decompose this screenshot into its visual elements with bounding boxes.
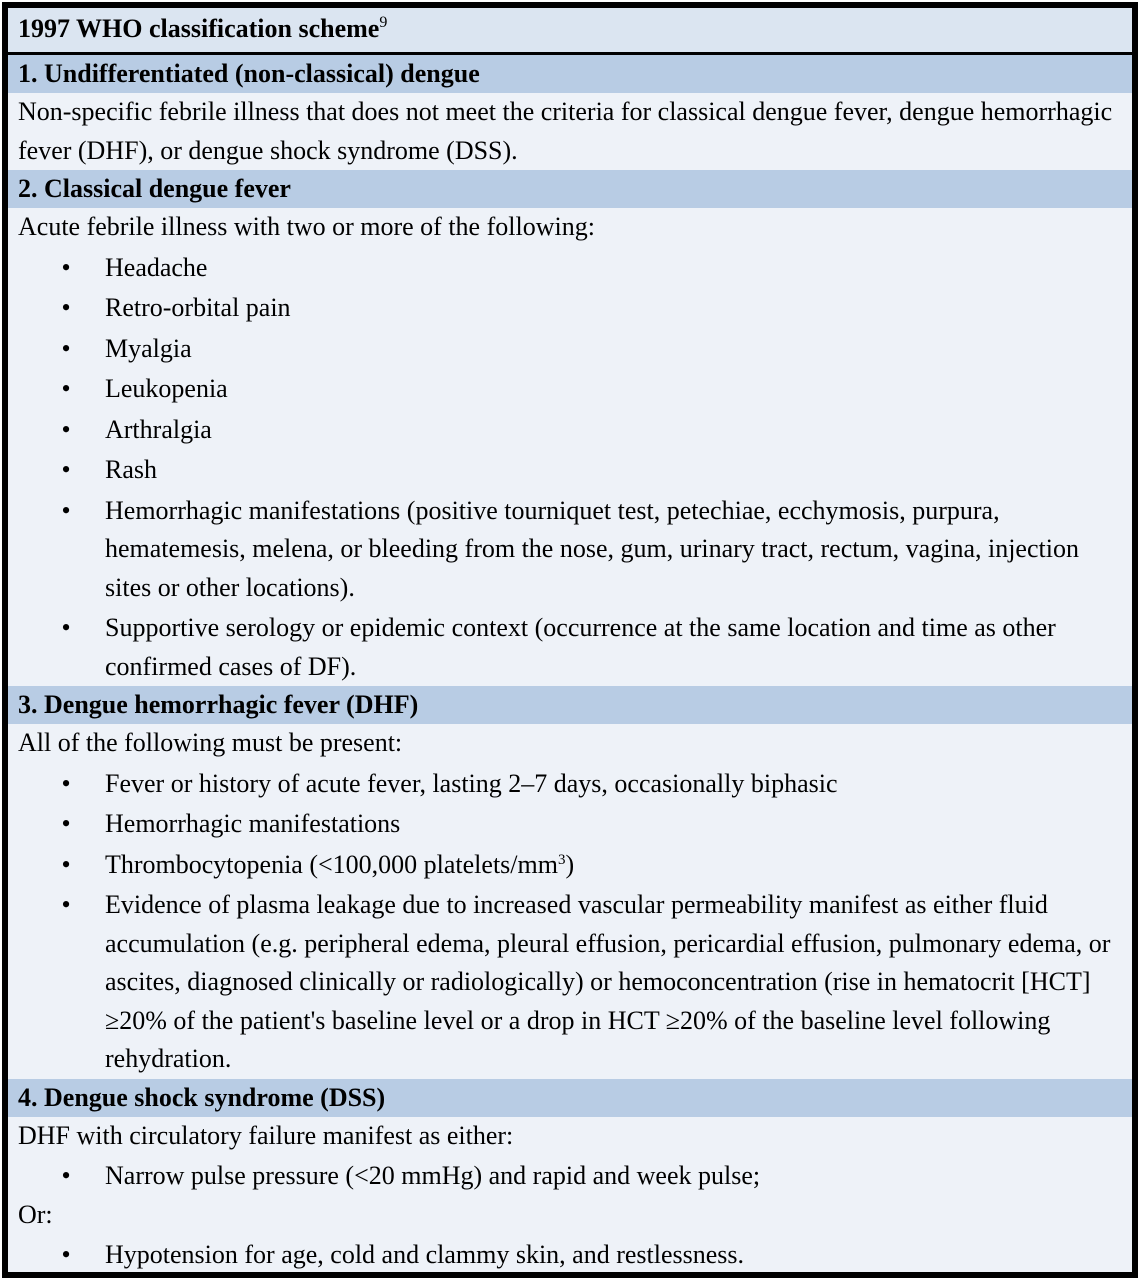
list-item-text: Evidence of plasma leakage due to increased vascular permeability manifest as either fluid accumulation (e.g. peripheral edema, pleural effusion, pericardial effusion, pulmonary edema, or ascites, diagnosed clinically or radiologically) or hemoconcentration (rise in hematocrit [HCT] ≥20% of the patient's baseline level or a drop in HCT ≥20% of the baseline level following rehydration. [105, 890, 1111, 1073]
bullet-icon: • [61, 809, 71, 838]
list-item [8, 765, 1132, 804]
table-title-text: 1997 WHO classification scheme [18, 14, 380, 43]
bullet-icon: • [61, 414, 71, 444]
bullet-icon: • [61, 1240, 71, 1269]
bullet-icon: • [61, 768, 71, 798]
list-item [8, 492, 1132, 608]
bullet-icon: • [61, 333, 71, 363]
bullet-icon: • [61, 613, 71, 642]
list-item-text: Rash [105, 455, 157, 484]
bullet-icon: • [61, 293, 71, 322]
list-item [8, 249, 1132, 288]
section-3-intro: All of the following must be present: [18, 728, 403, 757]
list-item-text: Retro-orbital pain [105, 293, 291, 322]
list-item-text: Hemorrhagic manifestations [105, 809, 401, 838]
section-2-heading: 2. Classical dengue fever [8, 170, 1132, 208]
table-title [8, 8, 1132, 55]
bullet-icon: • [61, 374, 71, 403]
section-3-list [8, 765, 1132, 1079]
bullet-icon: • [61, 495, 71, 525]
list-item [8, 1236, 1132, 1275]
section-4-list-b [8, 1236, 1132, 1275]
list-item [8, 886, 1132, 1079]
section-4-or: Or: [18, 1199, 53, 1229]
list-item [8, 805, 1132, 844]
section-2-intro: Acute febrile illness with two or more of the following: [18, 212, 595, 241]
list-item [8, 1157, 1132, 1196]
list-item-text: Thrombocytopenia (<100,000 platelets/mm [105, 849, 558, 879]
section-4-intro: DHF with circulatory failure manifest as either: [18, 1120, 514, 1150]
list-item-text: Supportive serology or epidemic context (occurrence at the same location and time as other confirmed cases of DF). [105, 613, 1056, 681]
list-item-text: Leukopenia [105, 374, 228, 403]
list-item-text: Headache [105, 252, 208, 282]
section-2-list [8, 249, 1132, 687]
bullet-icon: • [61, 1161, 71, 1190]
section-1-heading: 1. Undifferentiated (non-classical) dengue [8, 55, 1132, 93]
bullet-icon: • [61, 849, 71, 879]
list-item [8, 411, 1132, 450]
list-item-text: Hypotension for age, cold and clammy skin, and restlessness. [105, 1240, 745, 1269]
list-item [8, 451, 1132, 490]
bullet-icon: • [61, 890, 71, 919]
list-item-text-tail: ) [565, 849, 575, 879]
list-item-text: Arthralgia [105, 414, 212, 444]
list-item [8, 846, 1132, 885]
list-item-text: Hemorrhagic manifestations (positive tourniquet test, petechiae, ecchymosis, purpura, hematemesis, melena, or bleeding from the nose, gum, urinary tract, rectum, vagina, injection sites or other locations). [105, 495, 1079, 602]
section-1-text: Non-specific febrile illness that does not meet the criteria for classical dengue fever, dengue hemorrhagic fever (DHF), or dengue shock syndrome (DSS). [18, 97, 1113, 165]
reference-superscript: 9 [379, 14, 388, 31]
list-item-text: Fever or history of acute fever, lasting 2–7 days, occasionally biphasic [105, 768, 838, 798]
list-item [8, 370, 1132, 409]
list-item [8, 609, 1132, 686]
list-item-text: Narrow pulse pressure (<20 mmHg) and rapid and week pulse; [105, 1161, 761, 1190]
section-4-list-a [8, 1157, 1132, 1196]
section-4-heading: 4. Dengue shock syndrome (DSS) [8, 1079, 1132, 1117]
bullet-icon: • [61, 455, 71, 484]
list-item [8, 289, 1132, 328]
list-item [8, 330, 1132, 369]
bullet-icon: • [61, 252, 71, 282]
section-3-heading: 3. Dengue hemorrhagic fever (DHF) [8, 686, 1132, 724]
list-item-text: Myalgia [105, 333, 192, 363]
classification-table [2, 2, 1138, 1278]
unit-superscript: 3 [557, 851, 566, 868]
